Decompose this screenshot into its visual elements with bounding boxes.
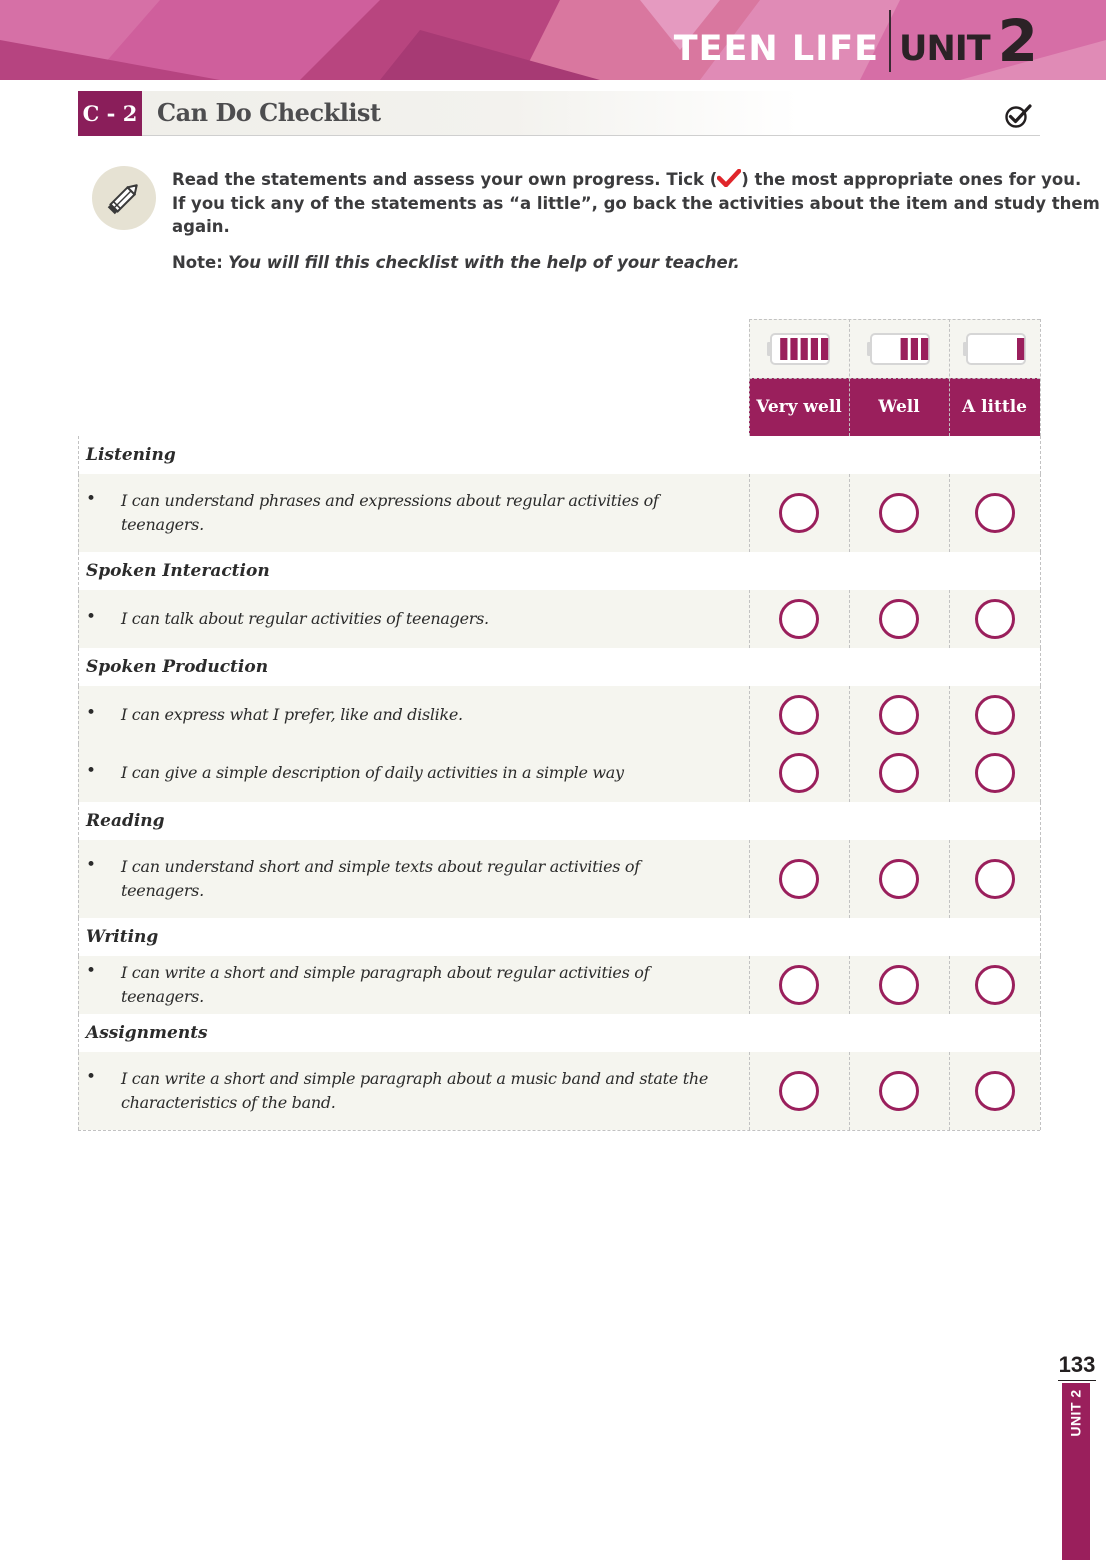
section-code: C - 2 [78, 91, 142, 136]
column-header-a-little: A little [949, 378, 1040, 436]
rating-circle-a-little[interactable] [975, 753, 1015, 793]
side-unit-tab-label [1062, 1383, 1090, 1443]
battery-bar [911, 338, 918, 360]
statement-text [121, 1067, 741, 1115]
category-label: Assignments [86, 1023, 208, 1043]
column-border [949, 1052, 950, 1130]
side-tab-text: UNIT 2 [1068, 1389, 1084, 1437]
row-left-border [78, 590, 79, 648]
row-left-border [78, 802, 79, 840]
category-row [78, 648, 1040, 686]
statement-line: teenagers. [121, 881, 204, 900]
battery-header-cell [849, 319, 949, 378]
column-border [749, 474, 750, 552]
category-row [78, 436, 1040, 474]
column-border [849, 956, 850, 1014]
row-right-border [1040, 552, 1041, 590]
statement-text [121, 489, 741, 537]
header-mid-border [749, 378, 1040, 379]
rating-circle-very-well[interactable] [779, 1071, 819, 1111]
instruction-part-1: Read the statements and assess your own progress. Tick ( [172, 170, 718, 189]
column-border [749, 956, 750, 1014]
rating-circle-very-well[interactable] [779, 599, 819, 639]
note-text: You will fill this checklist with the help of your teacher. [228, 253, 740, 272]
statement-line: I can write a short and simple paragraph about a music band and state the [121, 1069, 709, 1088]
pencil-badge [92, 166, 156, 230]
rating-circle-a-little[interactable] [975, 695, 1015, 735]
battery-bar [921, 338, 928, 360]
row-left-border [78, 474, 79, 552]
statement-line: teenagers. [121, 515, 204, 534]
statement-line: characteristics of the band. [121, 1093, 336, 1112]
battery-icon [866, 331, 932, 367]
battery-bar [780, 338, 787, 360]
statement-text [121, 961, 741, 1009]
row-right-border [1040, 686, 1041, 744]
red-tick-icon [717, 169, 741, 187]
battery-bar [1017, 338, 1024, 360]
statement-line: I can write a short and simple paragraph about regular activities of [121, 963, 650, 982]
bullet: • [86, 1067, 97, 1087]
row-bottom-border [78, 1130, 1040, 1131]
column-border [949, 686, 950, 744]
column-border [749, 1052, 750, 1130]
row-right-border [1040, 436, 1041, 474]
rating-circle-a-little[interactable] [975, 859, 1015, 899]
statement-text [121, 607, 741, 631]
category-label: Spoken Production [86, 657, 269, 677]
row-left-border [78, 436, 79, 474]
row-right-border [1040, 840, 1041, 918]
category-row [78, 918, 1040, 956]
rating-circle-well[interactable] [879, 753, 919, 793]
battery-bar [811, 338, 818, 360]
instruction-line-3: again. [172, 217, 230, 236]
category-label: Listening [86, 445, 176, 465]
row-left-border [78, 686, 79, 744]
chapter-title: TEEN LIFE [673, 28, 880, 69]
unit-title [673, 7, 1038, 75]
rating-circle-a-little[interactable] [975, 493, 1015, 533]
row-right-border [1040, 744, 1041, 802]
row-left-border [78, 1014, 79, 1052]
rating-circle-very-well[interactable] [779, 753, 819, 793]
category-row [78, 552, 1040, 590]
column-border [949, 474, 950, 552]
battery-icon [962, 331, 1028, 367]
rating-circle-well[interactable] [879, 859, 919, 899]
row-left-border [78, 744, 79, 802]
statement-line: I can give a simple description of daily activities in a simple way [121, 763, 624, 782]
category-row [78, 802, 1040, 840]
battery-bar [821, 338, 828, 360]
column-border [949, 590, 950, 648]
instruction-line-2: If you tick any of the statements as “a little”, go back the activities about the item and study them [172, 193, 1100, 213]
row-left-border [78, 956, 79, 1014]
column-border [849, 840, 850, 918]
page-number: 133 [1058, 1352, 1096, 1381]
note-label: Note: [172, 253, 223, 272]
bullet: • [86, 703, 97, 723]
column-border [749, 744, 750, 802]
can-do-checklist-table [78, 319, 1040, 1137]
instructions-text [172, 168, 1100, 239]
row-right-border [1040, 1052, 1041, 1130]
row-right-border [1040, 918, 1041, 956]
statement-row [78, 744, 1040, 802]
bullet: • [86, 761, 97, 781]
statement-text [121, 855, 741, 903]
instruction-line-1 [172, 168, 1082, 192]
rating-circle-well[interactable] [879, 1071, 919, 1111]
row-left-border [78, 918, 79, 956]
bullet: • [86, 855, 97, 875]
header-column-border [1040, 319, 1041, 436]
column-border [849, 590, 850, 648]
battery-bar [901, 338, 908, 360]
column-header-very-well: Very well [749, 378, 849, 436]
row-right-border [1040, 474, 1041, 552]
battery-header-cell [949, 319, 1040, 378]
battery-bar [790, 338, 797, 360]
rating-circle-well[interactable] [879, 493, 919, 533]
bullet: • [86, 489, 97, 509]
unit-word: UNIT [899, 28, 990, 69]
section-title: Can Do Checklist [157, 98, 381, 127]
category-label: Spoken Interaction [86, 561, 270, 581]
rating-circle-a-little[interactable] [975, 1071, 1015, 1111]
unit-number: 2 [997, 7, 1038, 75]
statement-line: teenagers. [121, 987, 204, 1006]
header-banner [0, 0, 1106, 80]
row-right-border [1040, 590, 1041, 648]
instruction-part-2: ) the most appropriate ones for you. [741, 170, 1082, 189]
rating-circle-well[interactable] [879, 599, 919, 639]
statement-text [121, 703, 741, 727]
column-border [949, 956, 950, 1014]
bullet: • [86, 961, 97, 981]
column-border [749, 590, 750, 648]
bullet: • [86, 607, 97, 627]
statement-line: I can understand short and simple texts about regular activities of [121, 857, 640, 876]
circle-check-icon [1004, 103, 1032, 129]
row-right-border [1040, 956, 1041, 1014]
row-left-border [78, 552, 79, 590]
note [172, 253, 740, 272]
rating-circle-well[interactable] [879, 695, 919, 735]
rating-circle-a-little[interactable] [975, 965, 1015, 1005]
row-left-border [78, 1052, 79, 1130]
statement-row [78, 474, 1040, 552]
category-label: Writing [86, 927, 159, 947]
battery-header-cell [749, 319, 849, 378]
column-border [949, 744, 950, 802]
column-border [749, 686, 750, 744]
column-border [849, 686, 850, 744]
category-row [78, 1014, 1040, 1052]
rating-circle-very-well[interactable] [779, 965, 819, 1005]
column-border [749, 840, 750, 918]
rating-circle-very-well[interactable] [779, 493, 819, 533]
battery-icon [766, 331, 832, 367]
statement-row [78, 1052, 1040, 1130]
statement-line: I can talk about regular activities of teenagers. [121, 609, 489, 628]
column-border [949, 840, 950, 918]
statement-row [78, 840, 1040, 918]
category-label: Reading [86, 811, 165, 831]
row-left-border [78, 840, 79, 918]
statement-row [78, 590, 1040, 648]
row-right-border [1040, 1014, 1041, 1052]
rating-circle-very-well[interactable] [779, 859, 819, 899]
rating-circle-well[interactable] [879, 965, 919, 1005]
row-right-border [1040, 648, 1041, 686]
pencil-icon [104, 178, 144, 218]
statement-row [78, 686, 1040, 744]
column-border [849, 744, 850, 802]
statement-line: I can express what I prefer, like and dislike. [121, 705, 463, 724]
row-right-border [1040, 802, 1041, 840]
column-border [849, 1052, 850, 1130]
row-left-border [78, 648, 79, 686]
battery-bar [801, 338, 808, 360]
statement-text [121, 761, 741, 785]
header-top-border [749, 319, 1040, 320]
statement-line: I can understand phrases and expressions about regular activities of [121, 491, 659, 510]
column-border [849, 474, 850, 552]
rating-circle-a-little[interactable] [975, 599, 1015, 639]
column-header-well: Well [849, 378, 949, 436]
rating-circle-very-well[interactable] [779, 695, 819, 735]
statement-row [78, 956, 1040, 1014]
